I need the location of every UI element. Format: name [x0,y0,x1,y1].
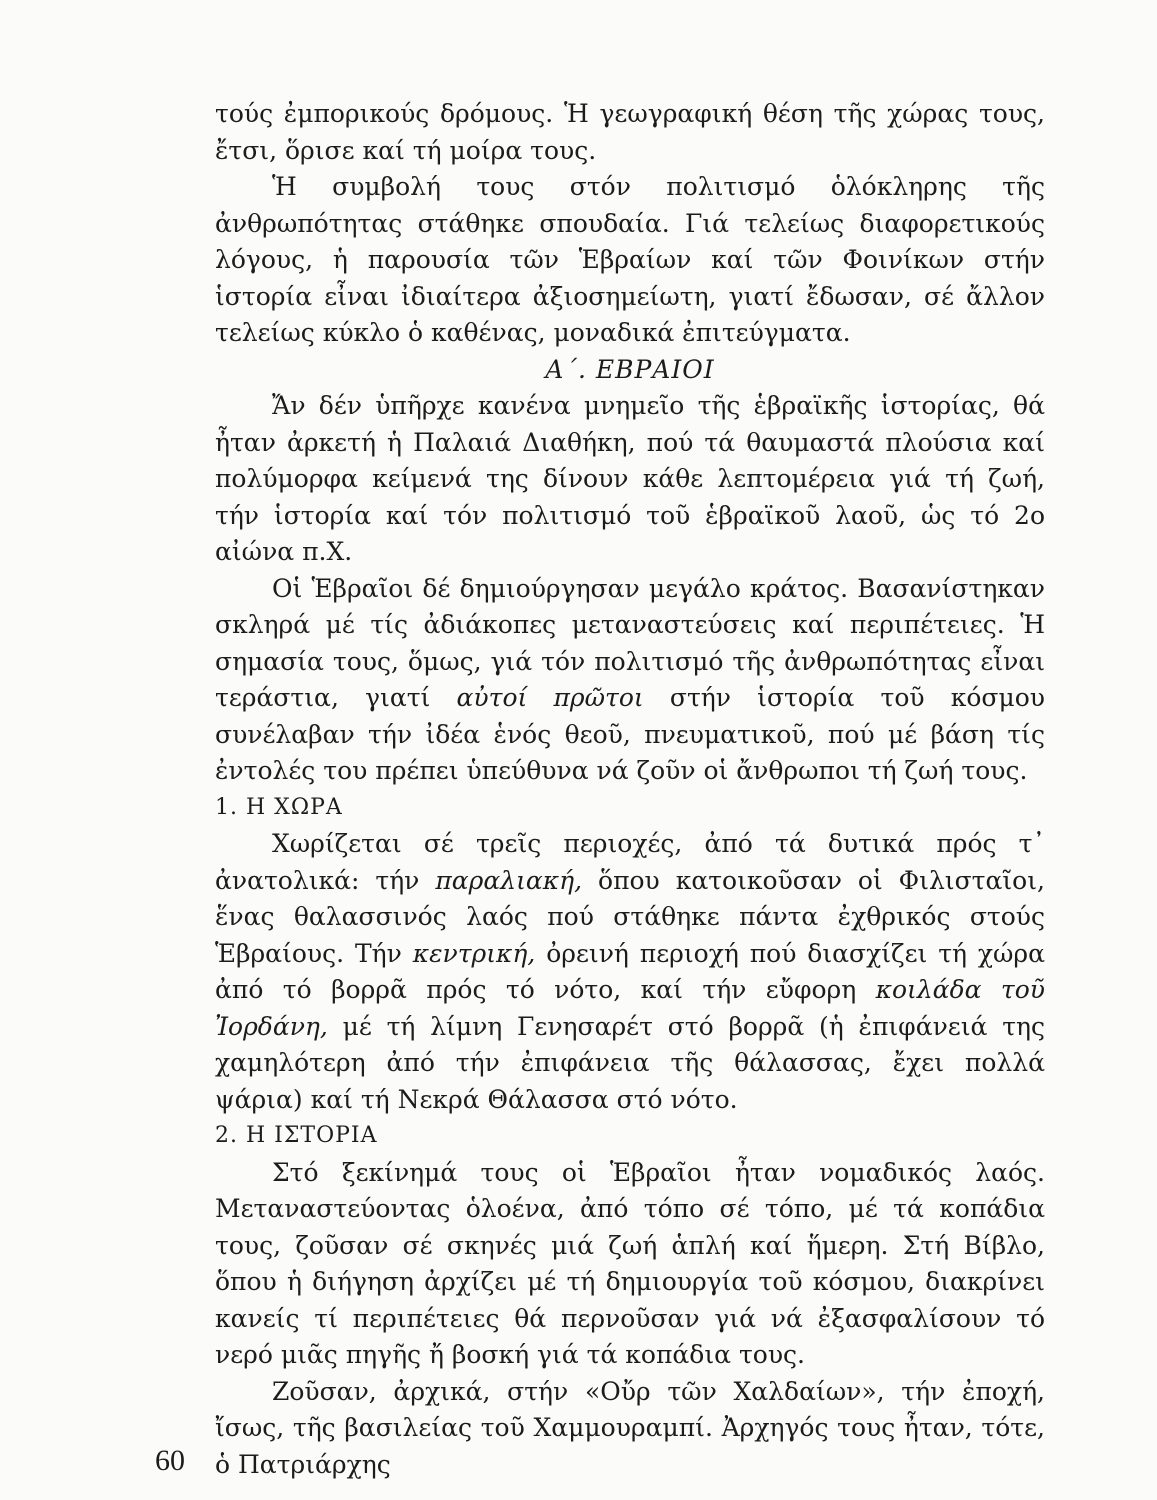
emphasis-run: κεντρική, [412,938,536,968]
paragraph-nomads: Στό ξεκίνημά τους οἱ Ἑβραῖοι ἦταν νομαδικός λαός. Μεταναστεύοντας ὁλοένα, ἀπό τόπο σέ τόπο, μέ τά κοπάδια τους, ζοῦσαν σέ σκηνές μιά ζωή ἁπλή καί ἥμερη. Στή Βίβλο, ὅπου ἡ διήγηση ἀρχίζει μέ τή δημιουργία τοῦ κόσμου, διακρίνει κανείς τί περιπέτειες θά περνοῦσαν γιά νά ἐξασφαλίσουν τό νερό μιᾶς πηγῆς ἤ βοσκή γιά τά κοπάδια τους. [215,1157,1045,1369]
text-run: Χωρίζεται σέ τρεῖς περιοχές, ἀπό τά δυτικά πρός τ᾽ ἀνατολικά: τήν [215,829,1045,895]
paragraph-ur-chaldeans: Ζοῦσαν, ἀρχικά, στήν «Οὔρ τῶν Χαλδαίων», τήν ἐποχή, ἴσως, τῆς βασιλείας τοῦ Χαμμουραμπί. Ἀρχηγός τους ἦταν, τότε, ὁ Πατριάρχης [215,1376,1045,1479]
paragraph-contribution: Ἡ συμβολή τους στόν πολιτισμό ὁλόκληρης τῆς ἀνθρωπότητας στάθηκε σπουδαία. Γιά τελείως διαφορετικούς λόγους, ἡ παρουσία τῶν Ἑβραίων καί τῶν Φοινίκων στήν ἱστορία εἶναι ἰδιαίτερα ἀξιοσημείωτη, γιατί ἔδωσαν, σέ ἄλλον τελείως κύκλο ὁ καθένας, μοναδικά ἐπιτεύγματα. [215,172,1045,347]
text-run: ὀρεινή περιοχή πού διασχίζει τή χώρα ἀπό τό βορρᾶ πρός τό νότο, καί τήν εὔφορη [215,938,1046,1004]
paragraph-regions [215,826,1045,1118]
text-run: στήν ἱστορία τοῦ κόσμου συνέλαβαν τήν ἰδέα ἑνός θεοῦ, πνευματικοῦ, πού μέ βάση τίς ἐντολές του πρέπει ὑπεύθυνα νά ζοῦν οἱ ἄνθρωποι τή ζωή τους. [215,683,1045,785]
section-heading-hebrews: Α΄. ΕΒΡΑΙΟΙ [545,354,715,384]
section-title-history: 2. Η ΙΣΤΟΡΙΑ [215,1123,378,1148]
text-run: ὅπου κατοικοῦσαν οἱ Φιλισταῖοι, ἕνας θαλασσινός λαός πού στάθηκε πάντα ἐχθρικός στούς Ἑβραίους. Τήν [215,865,1045,968]
paragraph-importance [215,571,1045,790]
section-title-country: 1. Η ΧΩΡΑ [215,794,343,820]
emphasis-run: αὐτοί πρῶτοι [456,683,644,712]
paragraph-continuation: τούς ἐμπορικούς δρόμους. Ἡ γεωγραφική θέση τῆς χώρας τους, ἔτσι, ὅρισε καί τή μοίρα τους. [215,99,1045,165]
paragraph-old-testament: Ἄν δέν ὑπῆρχε κανένα μνημεῖο τῆς ἑβραϊκῆς ἱστορίας, θά ἦταν ἀρκετή ἡ Παλαιά Διαθήκη, πού τά θαυμαστά πλούσια καί πολύμορφα κείμενά της δίνουν κάθε λεπτομέρεια γιά τή ζωή, τήν ἱστορία καί τόν πολιτισμό τοῦ ἑβραϊκοῦ λαοῦ, ὡς τό 2ο αἰώνα π.Χ. [215,391,1045,566]
body-text [215,96,1045,1483]
text-run: μέ τή λίμνη Γενησαρέτ στό βορρᾶ (ἡ ἐπιφάνειά της χαμηλότερη ἀπό τήν ἐπιφάνεια τῆς θάλασσας, ἔχει πολλά ψάρια) καί τή Νεκρά Θάλασσα στό νότο. [215,1011,1045,1114]
emphasis-run: κοιλάδα τοῦ Ἰορδάνη, [215,975,1045,1041]
page-number: 60 [155,1444,185,1477]
text-run: Οἱ Ἑβραῖοι δέ δημιούργησαν μεγάλο κράτος. Βασανίστηκαν σκληρά μέ τίς ἀδιάκοπες μεταναστεύσεις καί περιπέτειες. Ἡ σημασία τους, ὅμως, γιά τόν πολιτισμό τῆς ἀνθρωπότητας εἶναι τεράστια, γιατί [215,573,1045,712]
emphasis-run: παραλιακή, [435,865,583,895]
